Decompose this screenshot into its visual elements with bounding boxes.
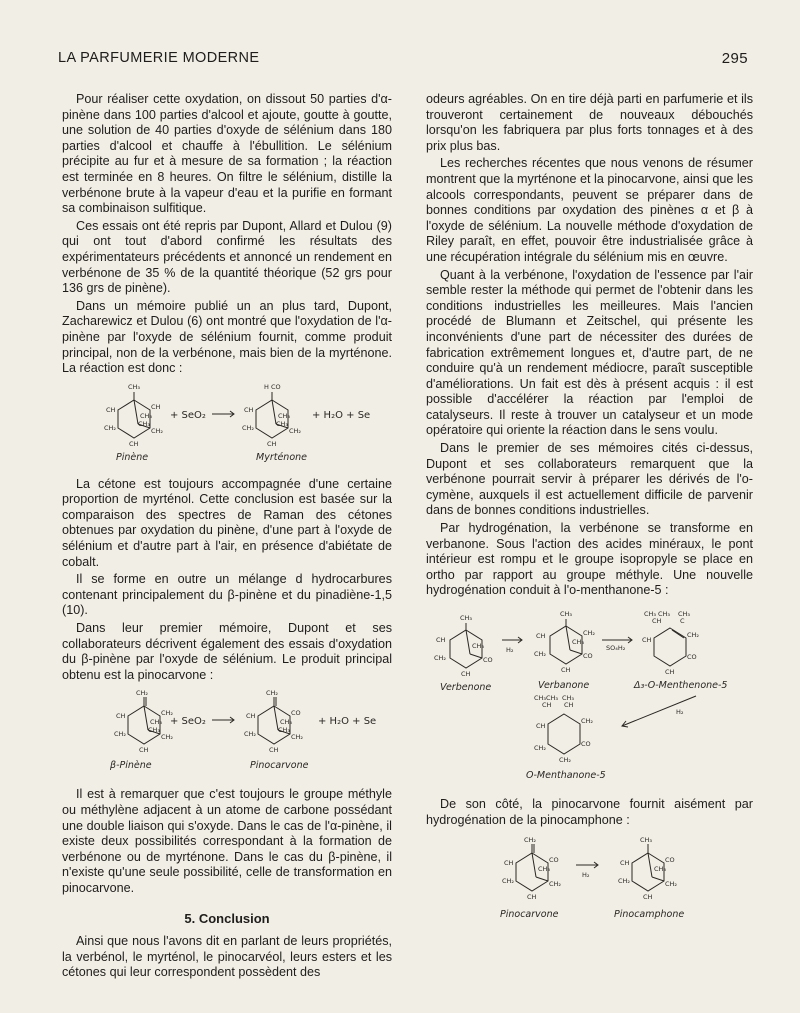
atom-label: CH₃ bbox=[640, 836, 653, 845]
atom-label: CH bbox=[536, 632, 546, 640]
atom-label: CH₂ bbox=[434, 654, 447, 662]
paragraph: La cétone est toujours accompagnée d'une certaine proportion de myrténol. Cette conclusion est basée sur la comparaison des spectres de Raman des cétones obtenues par oxydation du pinène, d'une part à l'oxyde de sélénium et d'autre part à l'air, en présence d'abiétate de cobalt. bbox=[62, 476, 392, 569]
figure-caption: Δ₃-O-Menthenone-5 bbox=[634, 680, 728, 691]
atom-label: CH₂ bbox=[618, 877, 631, 886]
figure-caption: Pinocarvone bbox=[500, 909, 559, 921]
myrtenone-reaction-figure bbox=[62, 380, 392, 472]
atom-label: CH₃ bbox=[534, 694, 547, 702]
menthanone-reaction-figure bbox=[426, 602, 753, 792]
atom-label: CO bbox=[549, 856, 559, 865]
reagent-label: SO₄H₂ bbox=[606, 644, 626, 652]
atom-label: CH₂ bbox=[534, 650, 547, 658]
paragraph: Il est à remarquer que c'est toujours le groupe méthyle ou méthylène adjacent à un atome de carbone possédant une double liaison qui s'oxyde. Dans le cas de l'α-pinène, il existe deux possibilités correspondant à la formation de verbénone ou de myrténone. Dans le cas du β-pinène, il n'existe qu'une seule possibilité, celle de transformation en pinocarvone. bbox=[62, 787, 392, 895]
figure-caption: Pinocarvone bbox=[250, 760, 309, 772]
atom-label: CH₂ bbox=[502, 877, 515, 886]
atom-label: CH bbox=[151, 402, 161, 411]
atom-label: CH₂ bbox=[581, 717, 594, 725]
atom-label: CH₃ bbox=[654, 865, 667, 874]
atom-label: CH bbox=[643, 893, 653, 902]
atom-label: CH bbox=[504, 859, 514, 868]
atom-label: CH₃ bbox=[538, 865, 551, 874]
atom-label: CH₃ bbox=[546, 694, 559, 702]
reagent-label: H₂ bbox=[676, 708, 684, 716]
atom-label: CH₃ bbox=[278, 411, 291, 420]
paragraph: Dans leur premier mémoire, Dupont et ses collaborateurs décrivent également des essais d'oxydation du β-pinène par l'oxyde de sélénium. Le produit principal obtenu est la pinocarvone : bbox=[62, 621, 392, 682]
atom-label: CH₂ bbox=[244, 730, 257, 739]
atom-label: CH bbox=[106, 405, 116, 414]
atom-label: CH bbox=[561, 666, 571, 674]
atom-label: CH bbox=[244, 405, 254, 414]
atom-label: CH₃ bbox=[150, 718, 163, 727]
atom-label: CH bbox=[246, 712, 256, 721]
atom-label: CH bbox=[642, 636, 652, 644]
atom-label: CH₂ bbox=[289, 426, 302, 435]
atom-label: CH₂ bbox=[524, 836, 537, 845]
atom-label: CH₃ bbox=[472, 642, 485, 650]
reagent-label: H₂ bbox=[582, 871, 590, 880]
left-column bbox=[62, 92, 392, 983]
figure-caption: Verbenone bbox=[440, 682, 492, 693]
figure-caption: Pinocamphone bbox=[614, 909, 685, 921]
atom-label: CH₃ bbox=[658, 610, 671, 618]
atom-label: CH bbox=[461, 670, 471, 678]
page-number: 295 bbox=[721, 50, 748, 67]
page-header bbox=[58, 50, 748, 70]
atom-label: H CO bbox=[264, 382, 281, 391]
reagent-label: + SeO₂ bbox=[170, 716, 206, 728]
products-label: + H₂O + Se bbox=[318, 716, 377, 728]
atom-label: CH₂ bbox=[161, 709, 174, 718]
atom-label: CH bbox=[665, 668, 675, 676]
atom-label: CH₃ bbox=[138, 419, 151, 428]
atom-label: CH₃ bbox=[572, 638, 585, 646]
atom-label: CH₂ bbox=[242, 423, 255, 432]
atom-label: CH₂ bbox=[559, 756, 572, 764]
right-column bbox=[426, 92, 753, 930]
reagent-label: + SeO₂ bbox=[170, 409, 206, 421]
atom-label: CH₃ bbox=[278, 726, 291, 735]
atom-label: CH₂ bbox=[291, 733, 304, 742]
atom-label: CH bbox=[139, 746, 149, 755]
paragraph: odeurs agréables. On en tire déjà parti en parfumerie et ils trouveront certainement de nouveaux débouchés lorsqu'on les fabriquera par plus forts tonnages et à des prix plus bas. bbox=[426, 92, 753, 153]
running-title: LA PARFUMERIE MODERNE bbox=[58, 50, 260, 66]
atom-label: CH₂ bbox=[583, 629, 596, 637]
atom-label: CH₂ bbox=[151, 426, 164, 435]
atom-label: CO bbox=[583, 652, 593, 660]
paragraph: Les recherches récentes que nous venons de résumer montrent que la myrténone et la pinocarvone, ainsi que les alcools correspondants, peuvent se préparer dans de bonnes conditions par oxydation des pinènes α et β à l'oxyde de sélénium. La nouvelle méthode d'oxydation de Riley paraît, en effet, pouvoir être industrialisée grâce à une récupération intégrale du sélénium mis en œuvre. bbox=[426, 156, 753, 264]
paragraph: Ces essais ont été repris par Dupont, Allard et Dulou (9) qui ont tout d'abord confirmé les résultats des expérimentateurs précédents et annoncé un rendement en verbénone de 35 % de la quantité théorique (52 grs pour 136 grs de pinène). bbox=[62, 218, 392, 296]
pinocamphone-reaction-figure bbox=[426, 831, 753, 925]
figure-caption: β-Pinène bbox=[110, 760, 152, 772]
paragraph: Il se forme en outre un mélange d hydrocarbures contenant principalement du β-pinène et du pinadiène-1,5 (10). bbox=[62, 572, 392, 618]
paragraph: Pour réaliser cette oxydation, on dissout 50 parties d'α-pinène dans 100 parties d'alcool et ajoute, goutte à goutte, une solution de 40 parties d'oxyde de sélénium dans 180 parties d'alcool et chauffe à l'ébullition. Le sélénium précipite au fur et à mesure de sa formation ; la réaction est terminée en 8 heures. On filtre le sélénium, distille la verbénone brute à la vapeur d'eau et la purifie en formant sa combinaison sulfitique. bbox=[62, 92, 392, 216]
paragraph: Dans un mémoire publié un an plus tard, Dupont, Zacharewicz et Dulou (6) ont montré que l'oxydation de l'α-pinène par l'oxyde de sélénium fournit, comme produit principal, non de la verbénone, mais bien de la myrténone. La réaction est donc : bbox=[62, 298, 392, 376]
atom-label: CH₂ bbox=[534, 744, 547, 752]
paragraph: Dans le premier de ses mémoires cités ci-dessus, Dupont et ses collaborateurs remarquent que la verbénone pourrait servir à préparer les dérivés de l'o-cymène, auxquels il est actuellement difficile de parvenir dans de bonnes conditions industrielles. bbox=[426, 441, 753, 518]
atom-label: CH₂ bbox=[161, 733, 174, 742]
paragraph: Quant à la verbénone, l'oxydation de l'essence par l'air semble rester la méthode qui permet de l'obtenir dans les conditions industrielles les meilleures. Mais l'ancien procédé de Blumann et Zeitschel, qui présente les inconvénients d'une part de nécessiter des durées de fabrication extrêmement longues et, d'autre part, de ne conduire qu'à un rendement médiocre, paraît susceptible d'améliorations. Un fait est dès à présent acquis : il est possible d'accélérer la réaction par l'emploi de catalyseurs. Il reste à trouver un catalyseur et un mode opératoire qui oriente la réaction dans le sens voulu. bbox=[426, 267, 753, 438]
figure-caption: Pinène bbox=[116, 451, 149, 463]
atom-label: CH bbox=[542, 701, 552, 709]
paragraph: Ainsi que nous l'avons dit en parlant de leurs propriétés, la verbénol, le myrténol, le pinocarvéol, leurs esters et les cétones qui leur correspondent possèdent des bbox=[62, 934, 392, 980]
paragraph: Par hydrogénation, la verbénone se transforme en verbanone. Sous l'action des acides minéraux, le pont intérieur est rompu et le groupe isopropyle se place en ortho par rapport au groupe méthyle. Une nouvelle hydrogénation conduit à l'o-menthanone-5 : bbox=[426, 521, 753, 598]
atom-label: CH₃ bbox=[128, 382, 141, 391]
atom-label: CH bbox=[652, 617, 662, 625]
atom-label: CH bbox=[116, 712, 126, 721]
atom-label: CH bbox=[267, 439, 277, 448]
atom-label: CH₃ bbox=[140, 411, 153, 420]
atom-label: CH₃ bbox=[276, 419, 289, 428]
figure-caption: Myrténone bbox=[256, 451, 307, 463]
atom-label: CO bbox=[687, 653, 697, 661]
atom-label: CH₂ bbox=[549, 880, 562, 889]
atom-label: C bbox=[680, 617, 685, 625]
atom-label: CH₃ bbox=[678, 610, 691, 618]
atom-label: CH₃ bbox=[562, 694, 575, 702]
figure-caption: O-Menthanone-5 bbox=[526, 770, 606, 781]
atom-label: CH bbox=[564, 701, 574, 709]
atom-label: CH₃ bbox=[644, 610, 657, 618]
paragraph: De son côté, la pinocarvone fournit aisément par hydrogénation de la pinocamphone : bbox=[426, 797, 753, 827]
atom-label: CH bbox=[129, 439, 139, 448]
section-heading: 5. Conclusion bbox=[184, 910, 270, 926]
atom-label: CH₂ bbox=[104, 423, 117, 432]
reagent-label: H₂ bbox=[506, 646, 514, 654]
atom-label: CH₃ bbox=[460, 614, 473, 622]
atom-label: CH₂ bbox=[266, 689, 279, 698]
atom-label: CO bbox=[665, 856, 675, 865]
products-label: + H₂O + Se bbox=[312, 409, 371, 421]
atom-label: CH₂ bbox=[114, 730, 127, 739]
atom-label: CH bbox=[436, 636, 446, 644]
atom-label: CH₃ bbox=[280, 718, 293, 727]
pinocarvone-reaction-figure bbox=[62, 686, 392, 782]
atom-label: CH bbox=[527, 893, 537, 902]
figure-caption: Verbanone bbox=[538, 680, 590, 691]
atom-label: CH bbox=[620, 859, 630, 868]
atom-label: CH bbox=[536, 722, 546, 730]
atom-label: CO bbox=[483, 656, 493, 664]
atom-label: CH₃ bbox=[560, 610, 573, 618]
atom-label: CH₂ bbox=[665, 880, 678, 889]
atom-label: CH₂ bbox=[136, 689, 149, 698]
atom-label: CH bbox=[269, 746, 279, 755]
atom-label: CH₂ bbox=[687, 631, 700, 639]
atom-label: CO bbox=[581, 740, 591, 748]
atom-label: CO bbox=[291, 709, 301, 718]
atom-label: CH₃ bbox=[148, 726, 161, 735]
